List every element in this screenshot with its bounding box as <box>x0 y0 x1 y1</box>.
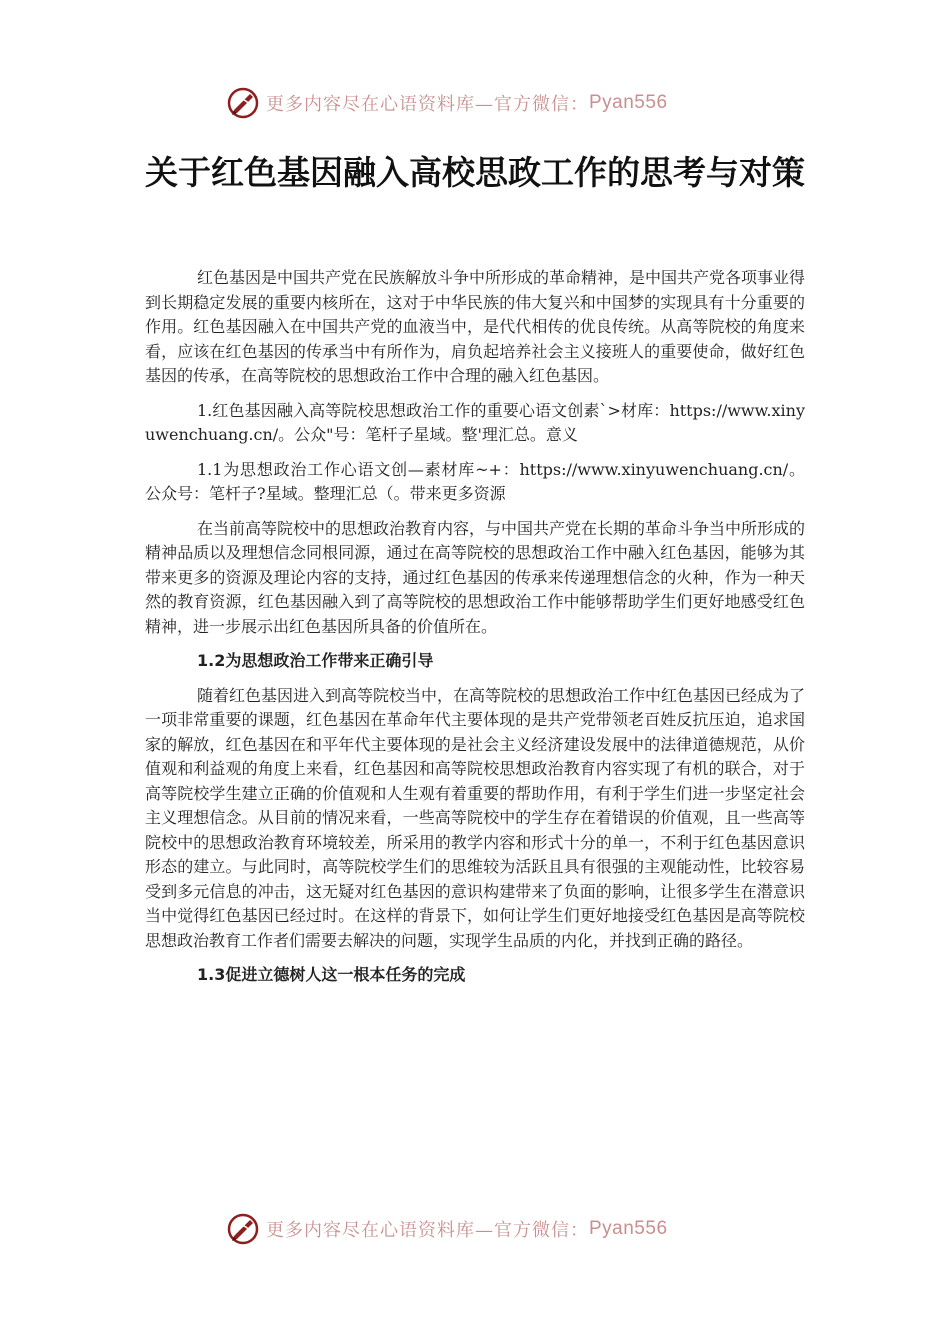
header-banner <box>226 86 668 120</box>
banner-text: 更多内容尽在心语资料库—官方微信： <box>266 1220 589 1241</box>
paragraph: 红色基因是中国共产党在民族解放斗争中所形成的革命精神，是中国共产党各项事业得到长期稳定发展的重要内核所在，这对于中华民族的伟大复兴和中国梦的实现具有十分重要的作用。红色基因融入在中国共产党的血液当中，是代代相传的优良传统。从高等院校的角度来看，应该在红色基因的传承当中有所作为，肩负起培养社会主义接班人的重要使命，做好红色基因的传承，在高等院校的思想政治工作中合理的融入红色基因。 <box>145 268 806 385</box>
paragraph: 1.1为思想政治工作心语文创—素材库~+：https://www.xinyuwenchuang.cn/。公众号：笔杆子?星域。整理汇总（。带来更多资源 <box>145 459 805 503</box>
banner-text: 更多内容尽在心语资料库—官方微信： <box>266 94 589 115</box>
footer-banner <box>226 1212 668 1246</box>
paragraph: 在当前高等院校中的思想政治教育内容，与中国共产党在长期的革命斗争当中所形成的精神品质以及理想信念同根同源，通过在高等院校的思想政治工作中融入红色基因，能够为其带来更多的资源及理论内容的支持，通过红色基因的传承来传递理想信念的火种，作为一种天然的教育资源，红色基因融入到了高等院校的思想政治工作中能够帮助学生们更好地感受红色精神，进一步展示出红色基因所具备的价值所在。 <box>145 518 806 636</box>
pen-logo-icon <box>226 1212 260 1246</box>
section-heading: 1.3促进立德树人这一根本任务的完成 <box>197 965 466 984</box>
banner-wechat-id: Pyan556 <box>589 1218 668 1239</box>
pen-logo-icon <box>226 86 260 120</box>
paragraph: 随着红色基因进入到高等院校当中，在高等院校的思想政治工作中红色基因已经成为了一项非常重要的课题，红色基因在革命年代主要体现的是共产党带领老百姓反抗压迫，追求国家的解放，红色基因在和平年代主要体现的是社会主义经济建设发展中的法律道德规范，从价值观和利益观的角度上来看，红色基因和高等院校思想政治教育内容实现了有机的联合，对于高等院校学生建立正确的价值观和人生观有着重要的帮助作用，有利于学生们进一步坚定社会主义理想信念。从目前的情况来看，一些高等院校中的学生存在着错误的价值观，且一些高等院校中的思想政治教育环境较差，所采用的教学内容和形式十分的单一，不利于红色基因意识形态的建立。与此同时，高等院校学生们的思维较为活跃且具有很强的主观能动性，比较容易受到多元信息的冲击，这无疑对红色基因的意识构建带来了负面的影响，让很多学生在潜意识当中觉得红色基因已经过时。在这样的背景下，如何让学生们更好地接受红色基因是高等院校思想政治教育工作者们需要去解决的问题，实现学生品质的内化，并找到正确的路径。 <box>145 685 806 950</box>
document-title: 关于红色基因融入高校思政工作的思考与对策 <box>145 153 805 192</box>
paragraph: 1.红色基因融入高等院校思想政治工作的重要心语文创素`>材库：https://www.xinyuwenchuang.cn/。公众"号：笔杆子星域。整'理汇总。意义 <box>145 400 805 444</box>
document-body <box>145 266 805 998</box>
section-heading: 1.2为思想政治工作带来正确引导 <box>197 651 434 670</box>
banner-wechat-id: Pyan556 <box>589 92 668 113</box>
